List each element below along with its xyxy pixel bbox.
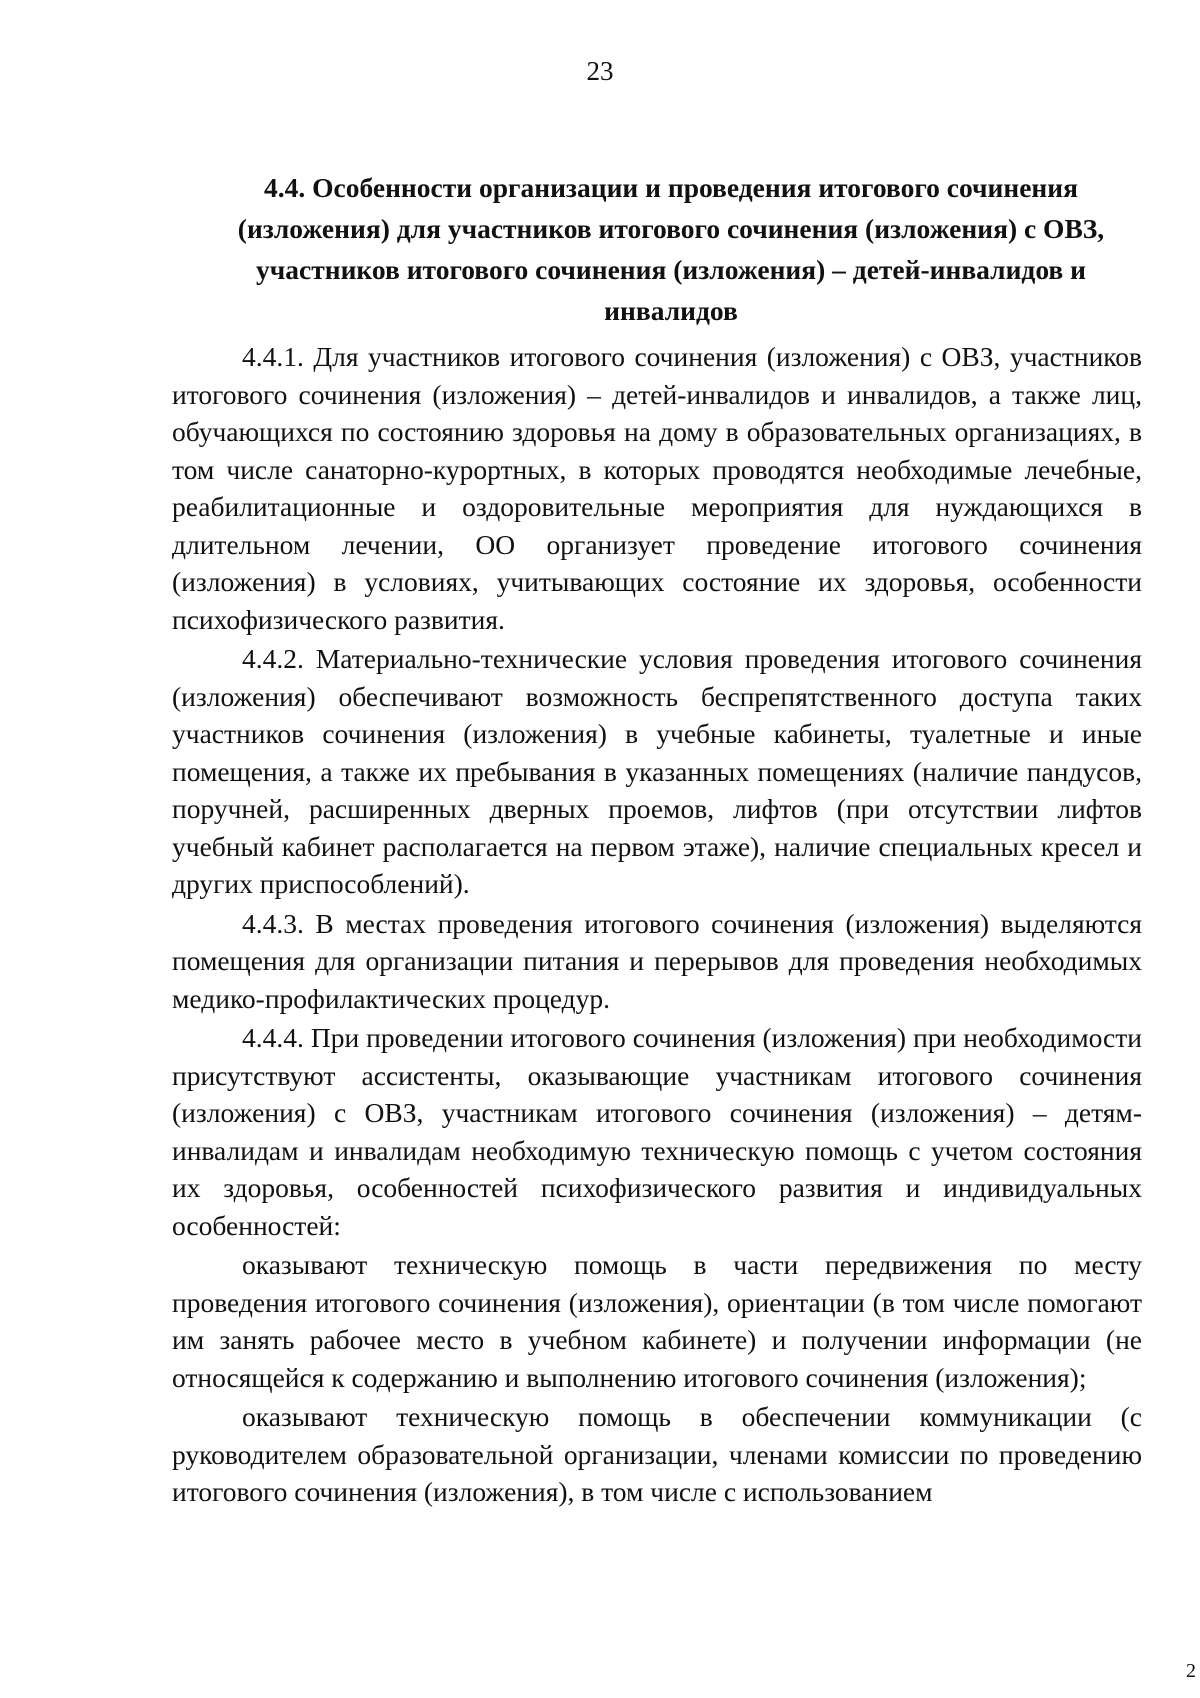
- page-number: 23: [586, 56, 614, 86]
- list-item-movement-help: оказывают техническую помощь в части передвижения по месту проведения итогового сочинения (изложения), ориентации (в том числе помогают им занять рабочее место в учебном кабинете) и получении информации (не относящейся к содержанию и выполнению итогового сочинения (изложения);: [172, 1249, 1142, 1393]
- body-text: [172, 338, 1142, 1511]
- paragraph-4-4-3: 4.4.3. В местах проведения итогового сочинения (изложения) выделяются помещения для организации питания и перерывов для проведения необходимых медико-профилактических процедур.: [172, 907, 1142, 1014]
- list-item-communication-help: оказывают техническую помощь в обеспечении коммуникации (с руководителем образовательной организации, членами комиссии по проведению итогового сочинения (изложения), в том числе с использованием: [172, 1401, 1142, 1507]
- paragraph-4-4-4: 4.4.4. При проведении итогового сочинения (изложения) при необходимости присутствуют ассистенты, оказывающие участникам итогового сочинения (изложения) с ОВЗ, участникам итогового сочинения (изложения) – детям-инвалидам и инвалидам необходимую техническую помощь с учетом состояния их здоровья, особенностей психофизического развития и индивидуальных особенностей:: [172, 1022, 1142, 1241]
- paragraph-4-4-1: 4.4.1. Для участников итогового сочинения (изложения) с ОВЗ, участников итогового сочинения (изложения) – детей-инвалидов и инвалидов, а также лиц, обучающихся по состоянию здоровья на дому в образовательных организациях, в том числе санаторно-курортных, в которых проводятся необходимые лечебные, реабилитационные и оздоровительные мероприятия для нуждающихся в длительном лечении, ОО организует проведение итогового сочинения (изложения) в условиях, учитывающих состояние их здоровья, особенности психофизического развития.: [172, 341, 1142, 635]
- paragraph-4-4-2: 4.4.2. Материально-технические условия проведения итогового сочинения (изложения) обеспечивают возможность беспрепятственного доступа таких участников сочинения (изложения) в учебные кабинеты, туалетные и иные помещения, а также их пребывания в указанных помещениях (наличие пандусов, поручней, расширенных дверных проемов, лифтов (при отсутствии лифтов учебный кабинет располагается на первом этаже), наличие специальных кресел и других приспособлений).: [172, 643, 1142, 899]
- section-title: 4.4. Особенности организации и проведения итогового сочинения (изложения) для участников итогового сочинения (изложения) с ОВЗ, участников итогового сочинения (изложения) – детей-инвалидов и инвалидов: [237, 172, 1105, 326]
- corner-page-mark: 2: [1186, 1660, 1196, 1682]
